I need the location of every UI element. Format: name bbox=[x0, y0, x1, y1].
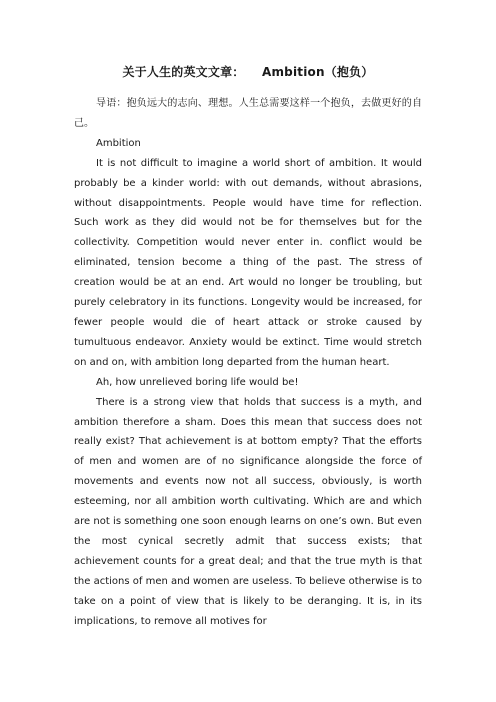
article-body bbox=[74, 94, 422, 631]
intro-paragraph: 导语：抱负远大的志向、理想。人生总需要这样一个抱负，去做更好的自己。 bbox=[74, 98, 422, 129]
document-title: 关于人生的英文文章： Ambition（抱负） bbox=[122, 65, 374, 79]
body-paragraph: There is a strong view that holds that success is a myth, and ambition therefore a sham. Does this mean that success does not really exist? That achievement is at bottom empty? That the efforts of men and women are of no significance alongside the force of movements and events now not all success, obviously, is worth esteeming, nor all ambition worth cultivating. Which are and which are not is something one soon enough learns on one’s own. But even the most cynical secretly admit that success exists; that achievement counts for a great deal; and that the true myth is that the actions of men and women are useless. To believe otherwise is to take on a point of view that is likely to be deranging. It is, in its implications, to remove all motives for bbox=[74, 396, 422, 627]
body-paragraph: Ah, how unrelieved boring life would be! bbox=[96, 376, 299, 388]
body-paragraph: It is not difficult to imagine a world short of ambition. It would probably be a kinder world: with out demands, without abrasions, without disappointments. People would have time for reflection. Such work as they did would not be for themselves but for the collectivity. Competition would never enter in. conflict would be eliminated, tension become a thing of the past. The stress of creation would be at an end. Art would no longer be troubling, but purely celebratory in its functions. Longevity would be increased, for fewer people would die of heart attack or stroke caused by tumultuous endeavor. Anxiety would be extinct. Time would stretch on and on, with ambition long departed from the human heart. bbox=[74, 157, 422, 368]
article-heading: Ambition bbox=[96, 137, 141, 149]
